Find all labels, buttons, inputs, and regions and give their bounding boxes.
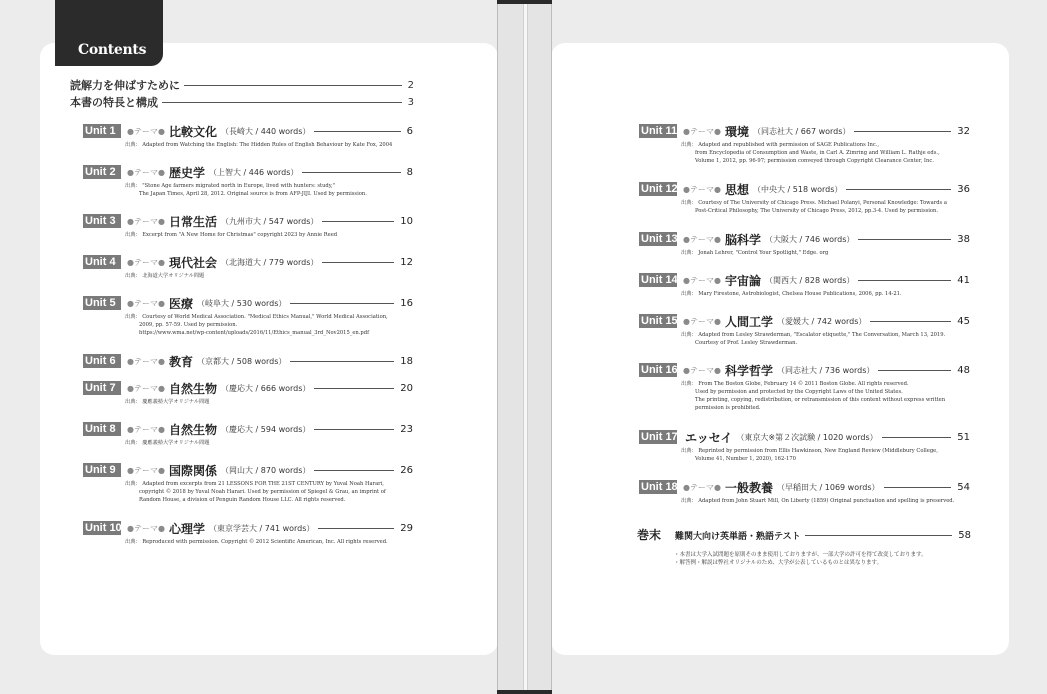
leader-line [870, 321, 951, 322]
theme-label: ●テーマ● [683, 184, 721, 194]
source-line: copyright © 2018 by Yuval Noah Harari. Used by permission of Spiegel & Grau, an imprint of [139, 489, 386, 495]
page-number: 18 [400, 355, 413, 367]
unit-entry[interactable] [639, 429, 970, 463]
theme-label: ●テーマ● [127, 216, 165, 226]
unit-title: 宇宙論 [724, 273, 761, 288]
source-line: Volume 41, Number 1, 2020), 162-170 [695, 456, 796, 462]
unit-entry[interactable] [83, 380, 413, 406]
unit-badge: Unit 4 [83, 255, 121, 269]
unit-title: 自然生物 [168, 422, 217, 437]
source-credit [681, 249, 970, 257]
source-line: Post-Critical Philosophy, The University of Chicago Press, 2012, pp.3-4. Used by permission. [695, 208, 939, 214]
source-line: Used by permission and protected by the Copyright Laws of the United States. [695, 389, 903, 395]
unit-entry[interactable] [83, 353, 413, 369]
unit-badge: Unit 16 [641, 364, 678, 376]
leader-line [314, 388, 394, 389]
footnotes [674, 551, 927, 567]
source-line: 出典： Adapted from John Stuart Mill, On Liberty (1859) Original punctuation and spelling is preserved. [681, 498, 955, 504]
unit-entry[interactable] [83, 421, 413, 447]
unit-meta: （中央大 / 518 words） [752, 184, 843, 194]
source-credit [681, 199, 970, 215]
leader-line [302, 172, 400, 173]
source-line: 出典： Adapted and republished with permission of SAGE Publications Inc., [681, 142, 879, 148]
unit-entry[interactable] [83, 164, 413, 198]
unit-badge: Unit 11 [641, 125, 678, 137]
page-number: 36 [957, 183, 970, 195]
source-line: 出典： Reproduced with permission. Copyright © 2012 Scientific American, Inc. All rights reserved. [125, 539, 388, 545]
contents-tab [55, 0, 163, 66]
leader-line [884, 487, 952, 488]
footnote: ・解答例・解説は弊社オリジナルのため、大学が公表しているものとは異なります。 [674, 560, 883, 566]
source-line: 2009, pp. 57-59. Used by permission. [139, 322, 238, 328]
page-number: 48 [957, 364, 970, 376]
page-number: 32 [957, 125, 970, 137]
source-line: 出典： Adapted from Watching the English: The Hidden Rules of English Behaviour by Kate Fox, 2004 [125, 142, 393, 148]
unit-title: 国際関係 [168, 463, 217, 478]
unit-entry[interactable] [83, 213, 413, 239]
unit-meta: （岐阜大 / 530 words） [196, 298, 287, 308]
unit-badge: Unit 3 [83, 214, 121, 228]
unit-title: 現代社会 [168, 255, 217, 270]
unit-meta: （岡山大 / 870 words） [220, 465, 311, 475]
theme-label: ●テーマ● [683, 126, 721, 136]
unit-badge: Unit 18 [641, 481, 678, 493]
appendix-entry[interactable] [637, 527, 971, 543]
contents-heading: Contents [78, 42, 147, 58]
leader-line [314, 429, 394, 430]
unit-badge: Unit 1 [83, 124, 121, 138]
unit-badge: Unit 7 [83, 381, 121, 395]
appendix-label: 巻末 [637, 528, 662, 542]
source-credit [125, 272, 413, 280]
theme-label: ●テーマ● [127, 523, 165, 533]
source-credit [125, 313, 413, 337]
source-line: Courtesy of Prof. Lesley Strawderman. [695, 340, 798, 346]
page-number: 8 [406, 166, 413, 178]
page-number: 41 [957, 274, 970, 286]
source-line: 出典： Adapted from excerpts from 21 LESSONS FOR THE 21ST CENTURY by Yuval Noah Harari, [125, 481, 384, 487]
source-line: 出典： Jonah Lehrer, "Control Your Spotlight," Edge. org [681, 250, 829, 256]
source-credit [125, 182, 413, 198]
theme-label: ●テーマ● [127, 465, 165, 475]
source-line: 出典： 慶應義塾大学オリジナル問題 [125, 399, 210, 405]
source-credit [681, 497, 970, 505]
source-line: The printing, copying, redistribution, or retransmission of this content without express written [695, 397, 946, 403]
source-line: 出典： 慶應義塾大学オリジナル問題 [125, 440, 210, 446]
source-line: 出典： Adapted from Lesley Strawderman, "Escalator etiquette," The Conversation, March 13, 2019. [681, 332, 946, 338]
source-line: 出典： Courtesy of World Medical Association. "Medical Ethics Manual," World Medical Association, [125, 314, 388, 320]
unit-entry[interactable] [639, 313, 970, 347]
unit-meta: （九州市大 / 547 words） [220, 216, 319, 226]
unit-badge: Unit 17 [641, 431, 678, 443]
unit-title: 自然生物 [168, 381, 217, 396]
leader-line [846, 189, 951, 190]
unit-badge: Unit 8 [83, 422, 121, 436]
source-line: Random House, a division of Penguin Random House LLC. All rights reserved. [139, 497, 346, 503]
theme-label: ●テーマ● [683, 316, 721, 326]
book-spine [497, 0, 552, 694]
leader-line [314, 131, 400, 132]
page-number: 10 [400, 215, 413, 227]
source-credit [681, 290, 970, 298]
unit-badge: Unit 10 [85, 522, 122, 534]
unit-meta: （大阪大 / 746 words） [764, 234, 855, 244]
leader-line [184, 85, 402, 86]
page-number: 45 [957, 315, 970, 327]
footnote: ・本書は大学入試問題を原則そのまま使用しておりますが、一部大学の許可を得て改変しております。 [674, 552, 927, 558]
unit-title: 脳科学 [724, 232, 761, 247]
page-number: 3 [407, 96, 414, 108]
theme-label: ●テーマ● [127, 126, 165, 136]
source-line: 出典： Mary Firestone, Astrobiologist, Chelsea House Publications, 2006, pp. 14-21. [681, 291, 902, 297]
unit-entry[interactable] [639, 181, 970, 215]
unit-meta: （同志社大 / 736 words） [776, 365, 875, 375]
source-credit [125, 480, 413, 504]
source-line: 出典： Excerpt from "A New Home for Christmas" copyright 2023 by Annie Reed [125, 232, 338, 238]
theme-label: ●テーマ● [683, 275, 721, 285]
theme-label: ●テーマ● [127, 383, 165, 393]
unit-meta: （上智大 / 446 words） [208, 167, 299, 177]
leader-line [322, 262, 394, 263]
unit-meta: （北海道大 / 779 words） [220, 257, 319, 267]
page-number: 38 [957, 233, 970, 245]
unit-meta: （京都大 / 508 words） [196, 356, 287, 366]
unit-badge: Unit 5 [83, 296, 121, 310]
unit-meta: （早稲田大 / 1069 words） [776, 482, 880, 492]
source-line: 出典： Reprinted by permission from Ellis Hawkinson, New England Review (Middlebury College, [681, 448, 938, 454]
source-line: from Encyclopedia of Consumption and Waste, in Carl A. Zimring and William L. Rathje eds., [695, 150, 940, 156]
leader-line [314, 470, 394, 471]
page-number: 12 [400, 256, 413, 268]
source-credit [681, 447, 970, 463]
unit-entry[interactable] [639, 272, 970, 298]
theme-label: ●テーマ● [127, 356, 165, 366]
page-number: 2 [407, 79, 414, 91]
intro-item[interactable] [70, 77, 414, 93]
source-credit [125, 231, 413, 239]
leader-line [162, 102, 402, 103]
unit-title: 日常生活 [168, 214, 217, 229]
leader-line [805, 535, 953, 536]
theme-label: ●テーマ● [127, 257, 165, 267]
page-number: 20 [400, 382, 413, 394]
leader-line [858, 280, 951, 281]
page-number: 58 [958, 529, 971, 541]
source-credit [681, 380, 970, 412]
unit-title: エッセイ [685, 430, 733, 445]
unit-title: 歴史学 [168, 165, 205, 180]
leader-line [322, 221, 394, 222]
unit-meta: （慶応大 / 594 words） [220, 424, 311, 434]
unit-title: 一般教養 [724, 480, 773, 495]
page-number: 16 [400, 297, 413, 309]
page-number: 26 [400, 464, 413, 476]
theme-label: ●テーマ● [683, 482, 721, 492]
leader-line [290, 303, 394, 304]
source-credit [125, 141, 413, 149]
theme-label: ●テーマ● [127, 424, 165, 434]
unit-title: 環境 [724, 124, 749, 139]
source-line: permission is prohibited. [695, 405, 761, 411]
unit-entry[interactable] [83, 123, 413, 149]
unit-badge: Unit 9 [83, 463, 121, 477]
unit-meta: （長崎大 / 440 words） [220, 126, 311, 136]
leader-line [858, 239, 951, 240]
unit-badge: Unit 15 [641, 315, 678, 327]
unit-entry[interactable] [639, 362, 970, 412]
source-line: Volume 1, 2012, pp. 96-97; permission conveyed through Copyright Clearance Center, Inc. [695, 158, 934, 164]
leader-line [854, 131, 951, 132]
unit-title: 医療 [168, 296, 193, 311]
unit-meta: （慶応大 / 666 words） [220, 383, 311, 393]
source-credit [125, 439, 413, 447]
page-number: 29 [400, 522, 413, 534]
unit-title: 心理学 [168, 521, 205, 536]
source-line: https://www.wma.net/wp-content/uploads/2016/11/Ethics_manual_3rd_Nov2015_en.pdf [139, 330, 369, 336]
unit-entry[interactable] [83, 520, 413, 546]
unit-title: 人間工学 [724, 314, 773, 329]
source-line: 出典： Courtesy of The University of Chicago Press. Michael Polanyi, Personal Knowledge: Towards a [681, 200, 947, 206]
theme-label: ●テーマ● [127, 167, 165, 177]
unit-entry[interactable] [83, 462, 413, 504]
intro-item[interactable] [70, 94, 414, 110]
unit-meta: （同志社大 / 667 words） [752, 126, 851, 136]
unit-badge: Unit 13 [641, 233, 678, 245]
unit-meta: （関西大 / 828 words） [764, 275, 855, 285]
unit-badge: Unit 6 [83, 354, 121, 368]
unit-entry[interactable] [639, 231, 970, 257]
intro-title: 読解力を伸ばすために [70, 79, 180, 92]
source-credit [681, 331, 970, 347]
source-line: The Japan Times, April 28, 2012. Original source is from AFP-JIJI. Used by permission. [139, 191, 367, 197]
theme-label: ●テーマ● [683, 365, 721, 375]
leader-line [878, 370, 951, 371]
source-credit [125, 538, 413, 546]
leader-line [882, 437, 952, 438]
theme-label: ●テーマ● [127, 298, 165, 308]
unit-title: 思想 [724, 182, 749, 197]
unit-title: 教育 [168, 354, 193, 369]
unit-badge: Unit 14 [641, 274, 678, 286]
unit-entry[interactable] [639, 479, 970, 505]
unit-meta: （愛媛大 / 742 words） [776, 316, 867, 326]
page-number: 6 [406, 125, 413, 137]
appendix-title: 難関大向け英単語・熟語テスト [675, 531, 801, 542]
unit-title: 科学哲学 [724, 363, 773, 378]
source-line: 出典： 北海道大学オリジナル問題 [125, 273, 205, 279]
source-line: 出典： From The Boston Globe, February 14 © 2011 Boston Globe. All rights reserved. [681, 381, 909, 387]
leader-line [318, 528, 394, 529]
page-number: 54 [957, 481, 970, 493]
page-number: 51 [957, 431, 970, 443]
unit-meta: （東京大※第２次試験 / 1020 words） [736, 432, 878, 442]
unit-entry[interactable] [83, 295, 413, 337]
intro-title: 本書の特長と構成 [70, 96, 158, 109]
source-credit [681, 141, 970, 165]
leader-line [290, 361, 394, 362]
theme-label: ●テーマ● [683, 234, 721, 244]
unit-badge: Unit 12 [641, 183, 678, 195]
unit-meta: （東京学芸大 / 741 words） [208, 523, 315, 533]
unit-entry[interactable] [83, 254, 413, 280]
source-credit [125, 398, 413, 406]
page-number: 23 [400, 423, 413, 435]
unit-title: 比較文化 [168, 124, 217, 139]
unit-badge: Unit 2 [83, 165, 121, 179]
source-line: 出典： "Stone Age farmers migrated north in Europe, lived with hunters: study," [125, 183, 336, 189]
unit-entry[interactable] [639, 123, 970, 165]
